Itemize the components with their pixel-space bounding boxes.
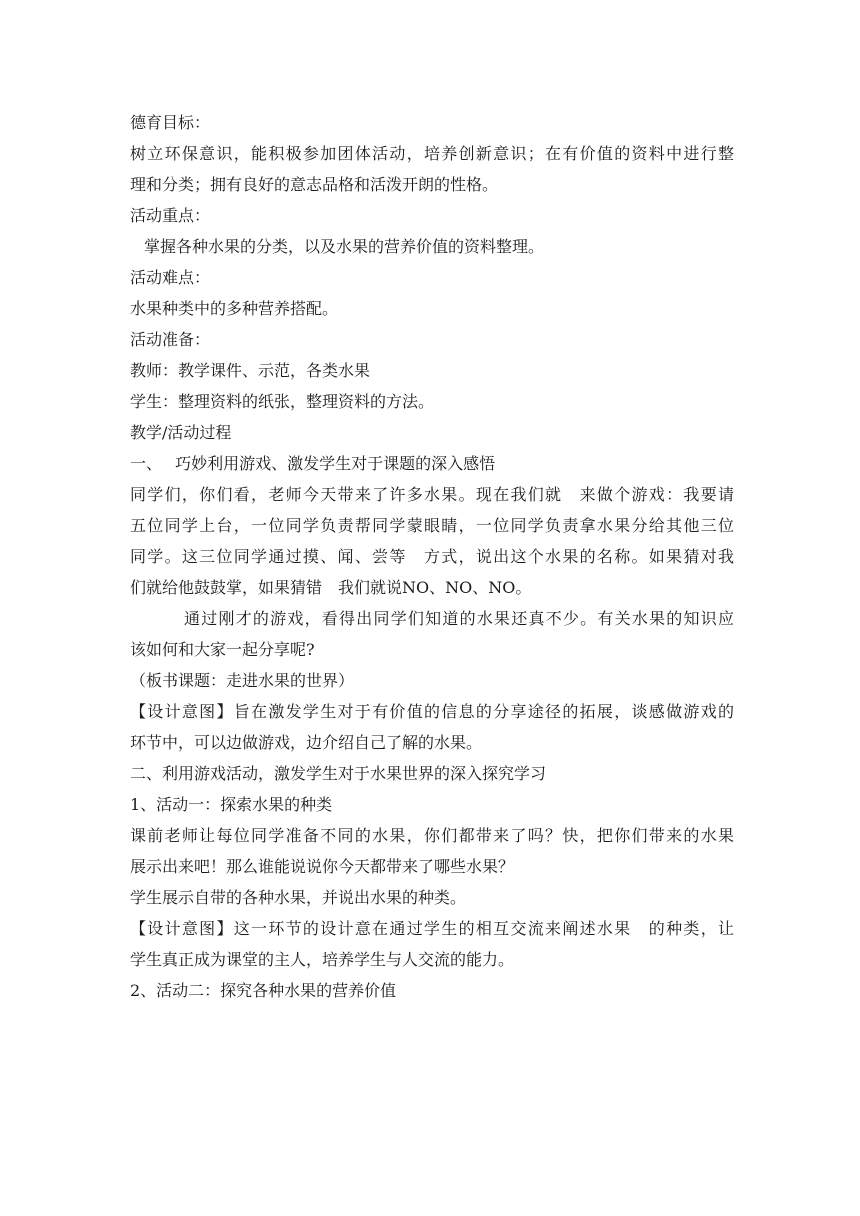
list-heading-step-2: 二、利用游戏活动，激发学生对于水果世界的深入探究学习 — [130, 764, 547, 783]
paragraph-line: 学生真正成为课堂的主人，培养学生与人交流的能力。 — [130, 950, 515, 969]
paragraph-line: 水果种类中的多种营养搭配。 — [130, 299, 339, 318]
board-title-note: （板书课题：走进水果的世界） — [130, 671, 355, 690]
section-heading-moral-goals: 德育目标： — [130, 113, 211, 132]
paragraph-line: 展示出来吧！那么谁能说说你今天都带来了哪些水果？ — [130, 857, 515, 876]
design-intent-line: 【设计意图】这一环节的设计意在通过学生的相互交流来阐述水果 的种类，让 — [130, 919, 734, 938]
section-heading-process: 教学/活动过程 — [130, 423, 232, 442]
paragraph-line: 树立环保意识，能积极参加团体活动，培养创新意识；在有价值的资料中进行整 — [130, 144, 734, 163]
document-body — [130, 107, 734, 1006]
section-heading-key-points: 活动重点： — [130, 206, 211, 225]
paragraph-line: 掌握各种水果的分类，以及水果的营养价值的资料整理。 — [144, 237, 545, 256]
activity-heading-1: 1、活动一：探索水果的种类 — [130, 795, 333, 814]
paragraph-line: 理和分类；拥有良好的意志品格和活泼开朗的性格。 — [130, 175, 499, 194]
paragraph-line: 同学。这三位同学通过摸、闻、尝等 方式，说出这个水果的名称。如果猜对我 — [130, 547, 734, 566]
paragraph-line: 五位同学上台，一位同学负责帮同学蒙眼睛，一位同学负责拿水果分给其他三位 — [130, 516, 734, 535]
activity-heading-2: 2、活动二：探究各种水果的营养价值 — [130, 981, 397, 1000]
paragraph-line: 学生：整理资料的纸张，整理资料的方法。 — [130, 392, 435, 411]
paragraph-line: 教师：教学课件、示范，各类水果 — [130, 361, 371, 380]
paragraph-line: 通过刚才的游戏，看得出同学们知道的水果还真不少。有关水果的知识应 — [184, 609, 734, 628]
paragraph-line: 环节中，可以边做游戏，边介绍自己了解的水果。 — [130, 733, 483, 752]
paragraph-line: 同学们，你们看，老师今天带来了许多水果。现在我们就 来做个游戏：我要请 — [130, 485, 734, 504]
section-heading-difficulties: 活动难点： — [130, 268, 211, 287]
paragraph-line: 学生展示自带的各种水果，并说出水果的种类。 — [130, 888, 467, 907]
paragraph-line: 们就给他鼓鼓掌，如果猜错 我们就说NO、NO、NO。 — [130, 578, 532, 597]
list-heading-step-1: 一、 巧妙利用游戏、激发学生对于课题的深入感悟 — [130, 454, 496, 473]
paragraph-line: 该如何和大家一起分享呢? — [130, 640, 315, 659]
design-intent-line: 【设计意图】旨在激发学生对于有价值的信息的分享途径的拓展，谈感做游戏的 — [130, 702, 734, 721]
section-heading-preparation: 活动准备： — [130, 330, 211, 349]
paragraph-line: 课前老师让每位同学准备不同的水果，你们都带来了吗？快，把你们带来的水果 — [130, 826, 734, 845]
